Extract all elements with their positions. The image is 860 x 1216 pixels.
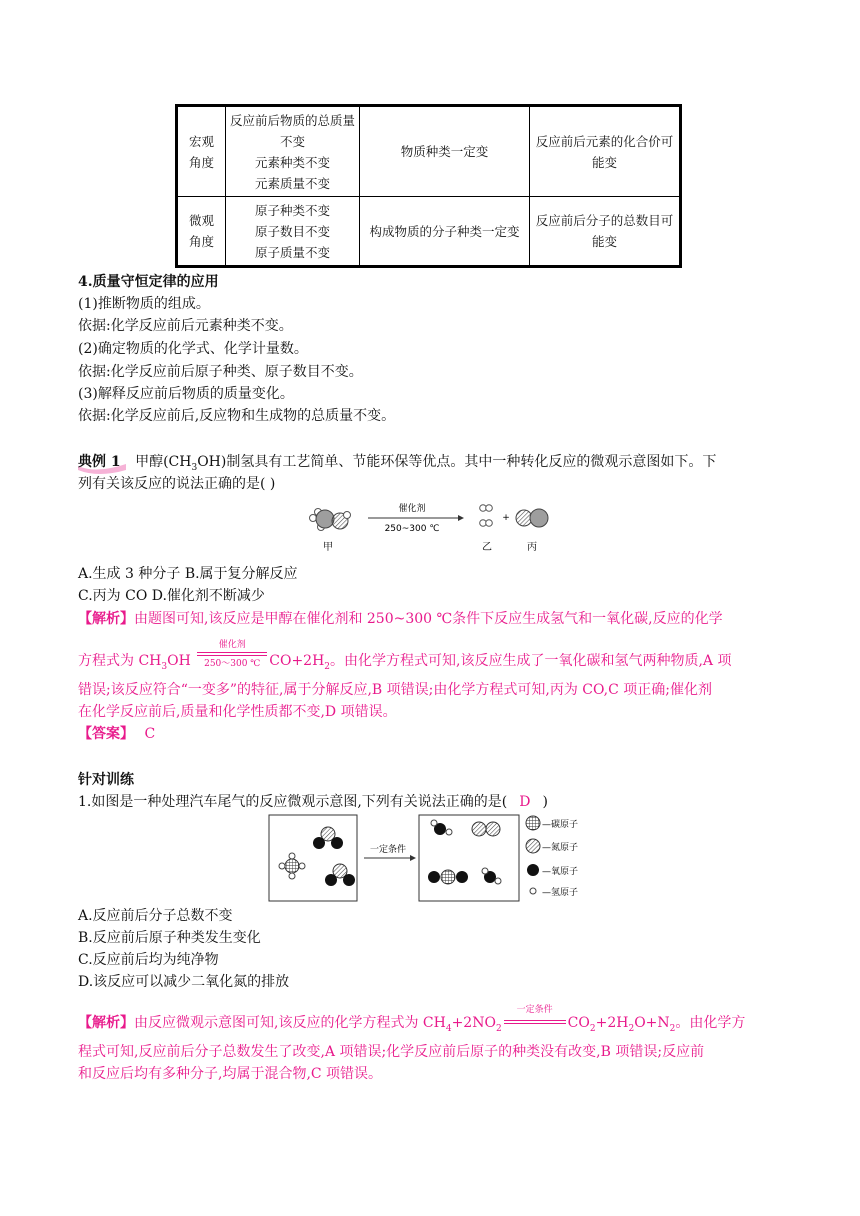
- hydrogen-atom-icon: [530, 888, 536, 894]
- oxygen-atom-icon: [527, 864, 539, 876]
- q1-answer: D: [519, 794, 531, 810]
- text-line: 依据:化学反应前后元素种类不变。: [78, 318, 293, 334]
- text-line: (1)推断物质的组成。: [78, 296, 210, 312]
- option-a: A.反应前后分子总数不变: [78, 908, 233, 924]
- analysis-line: 错误;该反应符合“一变多”的特征,属于分解反应,B 项错误;由化学方程式可知,丙为 CO,C 项正确;催化剂: [78, 682, 712, 698]
- carbon-atom-icon: [526, 816, 540, 830]
- analysis-line: 在化学反应前后,质量和化学性质都不变,D 项错误。: [78, 704, 397, 720]
- row-header: 宏观 角度: [178, 107, 226, 197]
- comparison-table: [175, 104, 682, 268]
- section-title: 4.质量守恒定律的应用: [78, 274, 219, 290]
- equation-arrow: 催化剂 250～300 ℃: [195, 651, 269, 671]
- analysis-tag: 【解析】: [78, 1015, 134, 1031]
- analysis-line: 和反应后均有多种分子,均属于混合物,C 项错误。: [78, 1066, 383, 1082]
- example-line-2: 列有关该反应的说法正确的是( ): [78, 476, 276, 492]
- analysis-line: 【解析】由题图可知,该反应是甲醇在催化剂和 250~300 ℃条件下反应生成氢气和一氧化碳,反应的化学: [78, 611, 723, 627]
- option-c: C.反应前后均为纯净物: [78, 952, 219, 968]
- example-label: 典例 1: [78, 454, 121, 470]
- question-1: 1.如图是一种处理汽车尾气的反应微观示意图,下列有关说法正确的是( D ): [78, 794, 548, 810]
- equation-arrow: 一定条件: [502, 1013, 568, 1033]
- example-line-1: 典例 1 甲醇$(CH_3OH)$制氢具有工艺简单、节能环保等优点。其中一种转化反应的微观示意图如下。下: [78, 454, 717, 473]
- catalyst-label: 催化剂: [398, 504, 426, 514]
- text-line: 依据:化学反应前后,反应物和生成物的总质量不变。: [78, 408, 396, 424]
- condition-label: 一定条件: [369, 845, 407, 855]
- options-line: A.生成 3 种分子 B.属于复分解反应: [78, 566, 298, 582]
- exhaust-reaction-diagram: [268, 814, 600, 904]
- text-line: 依据:化学反应前后原子种类、原子数目不变。: [78, 364, 363, 380]
- table-cell: 构成物质的分子种类一定变: [360, 197, 530, 266]
- answer-value: C: [144, 726, 156, 742]
- option-b: B.反应前后原子种类发生变化: [78, 930, 261, 946]
- training-title: 针对训练: [78, 772, 134, 788]
- text-line: (3)解释反应前后物质的质量变化。: [78, 386, 294, 402]
- table-cell: 反应前后物质的总质量 不变 元素种类不变 元素质量不变: [226, 107, 360, 197]
- table-row: [178, 107, 680, 197]
- table-cell: 反应前后元素的化合价可 能变: [530, 107, 680, 197]
- table-cell: 反应前后分子的总数目可 能变: [530, 197, 680, 266]
- analysis-line: 【解析】由反应微观示意图可知,该反应的化学方程式为 $CH_4+2NO_2$ 一定条件 $CO_2+2H_2O+N_2$。由化学方: [78, 1005, 746, 1034]
- table-cell: 物质种类一定变: [360, 107, 530, 197]
- text-line: (2)确定物质的化学式、化学计量数。: [78, 341, 308, 357]
- nitrogen-atom-icon: [526, 839, 540, 853]
- svg-text:+: +: [502, 513, 510, 523]
- legend-item: —氢原子: [542, 888, 579, 898]
- answer-tag: 【答案】: [78, 726, 134, 742]
- legend-item: —氧原子: [542, 867, 579, 877]
- option-d: D.该反应可以减少二氧化氮的排放: [78, 974, 290, 990]
- table-row: [178, 197, 680, 266]
- analysis-tag: 【解析】: [78, 611, 134, 627]
- legend-item: —碳原子: [542, 820, 579, 830]
- analysis-line: 程式可知,反应前后分子总数发生了改变,A 项错误;化学反应前后原子的种类没有改变,B 项错误;反应前: [78, 1044, 705, 1060]
- table-cell: 原子种类不变 原子数目不变 原子质量不变: [226, 197, 360, 266]
- row-header: 微观 角度: [178, 197, 226, 266]
- legend-item: —氮原子: [542, 843, 579, 853]
- methanol-reaction-diagram: [300, 498, 570, 558]
- analysis-line: 方程式为 $CH_3OH$ 催化剂 250～300 ℃ $CO+2H_2$。由化学方程式可知,该反应生成了一氧化碳和氢气两种物质,A 项: [78, 640, 732, 672]
- label-bing: 丙: [527, 542, 537, 553]
- label-yi: 乙: [482, 542, 492, 553]
- answer-line: [78, 724, 155, 744]
- temperature-label: 250~300 ℃: [384, 524, 440, 534]
- label-jia: 甲: [323, 542, 333, 553]
- options-line: C.丙为 CO D.催化剂不断减少: [78, 588, 265, 604]
